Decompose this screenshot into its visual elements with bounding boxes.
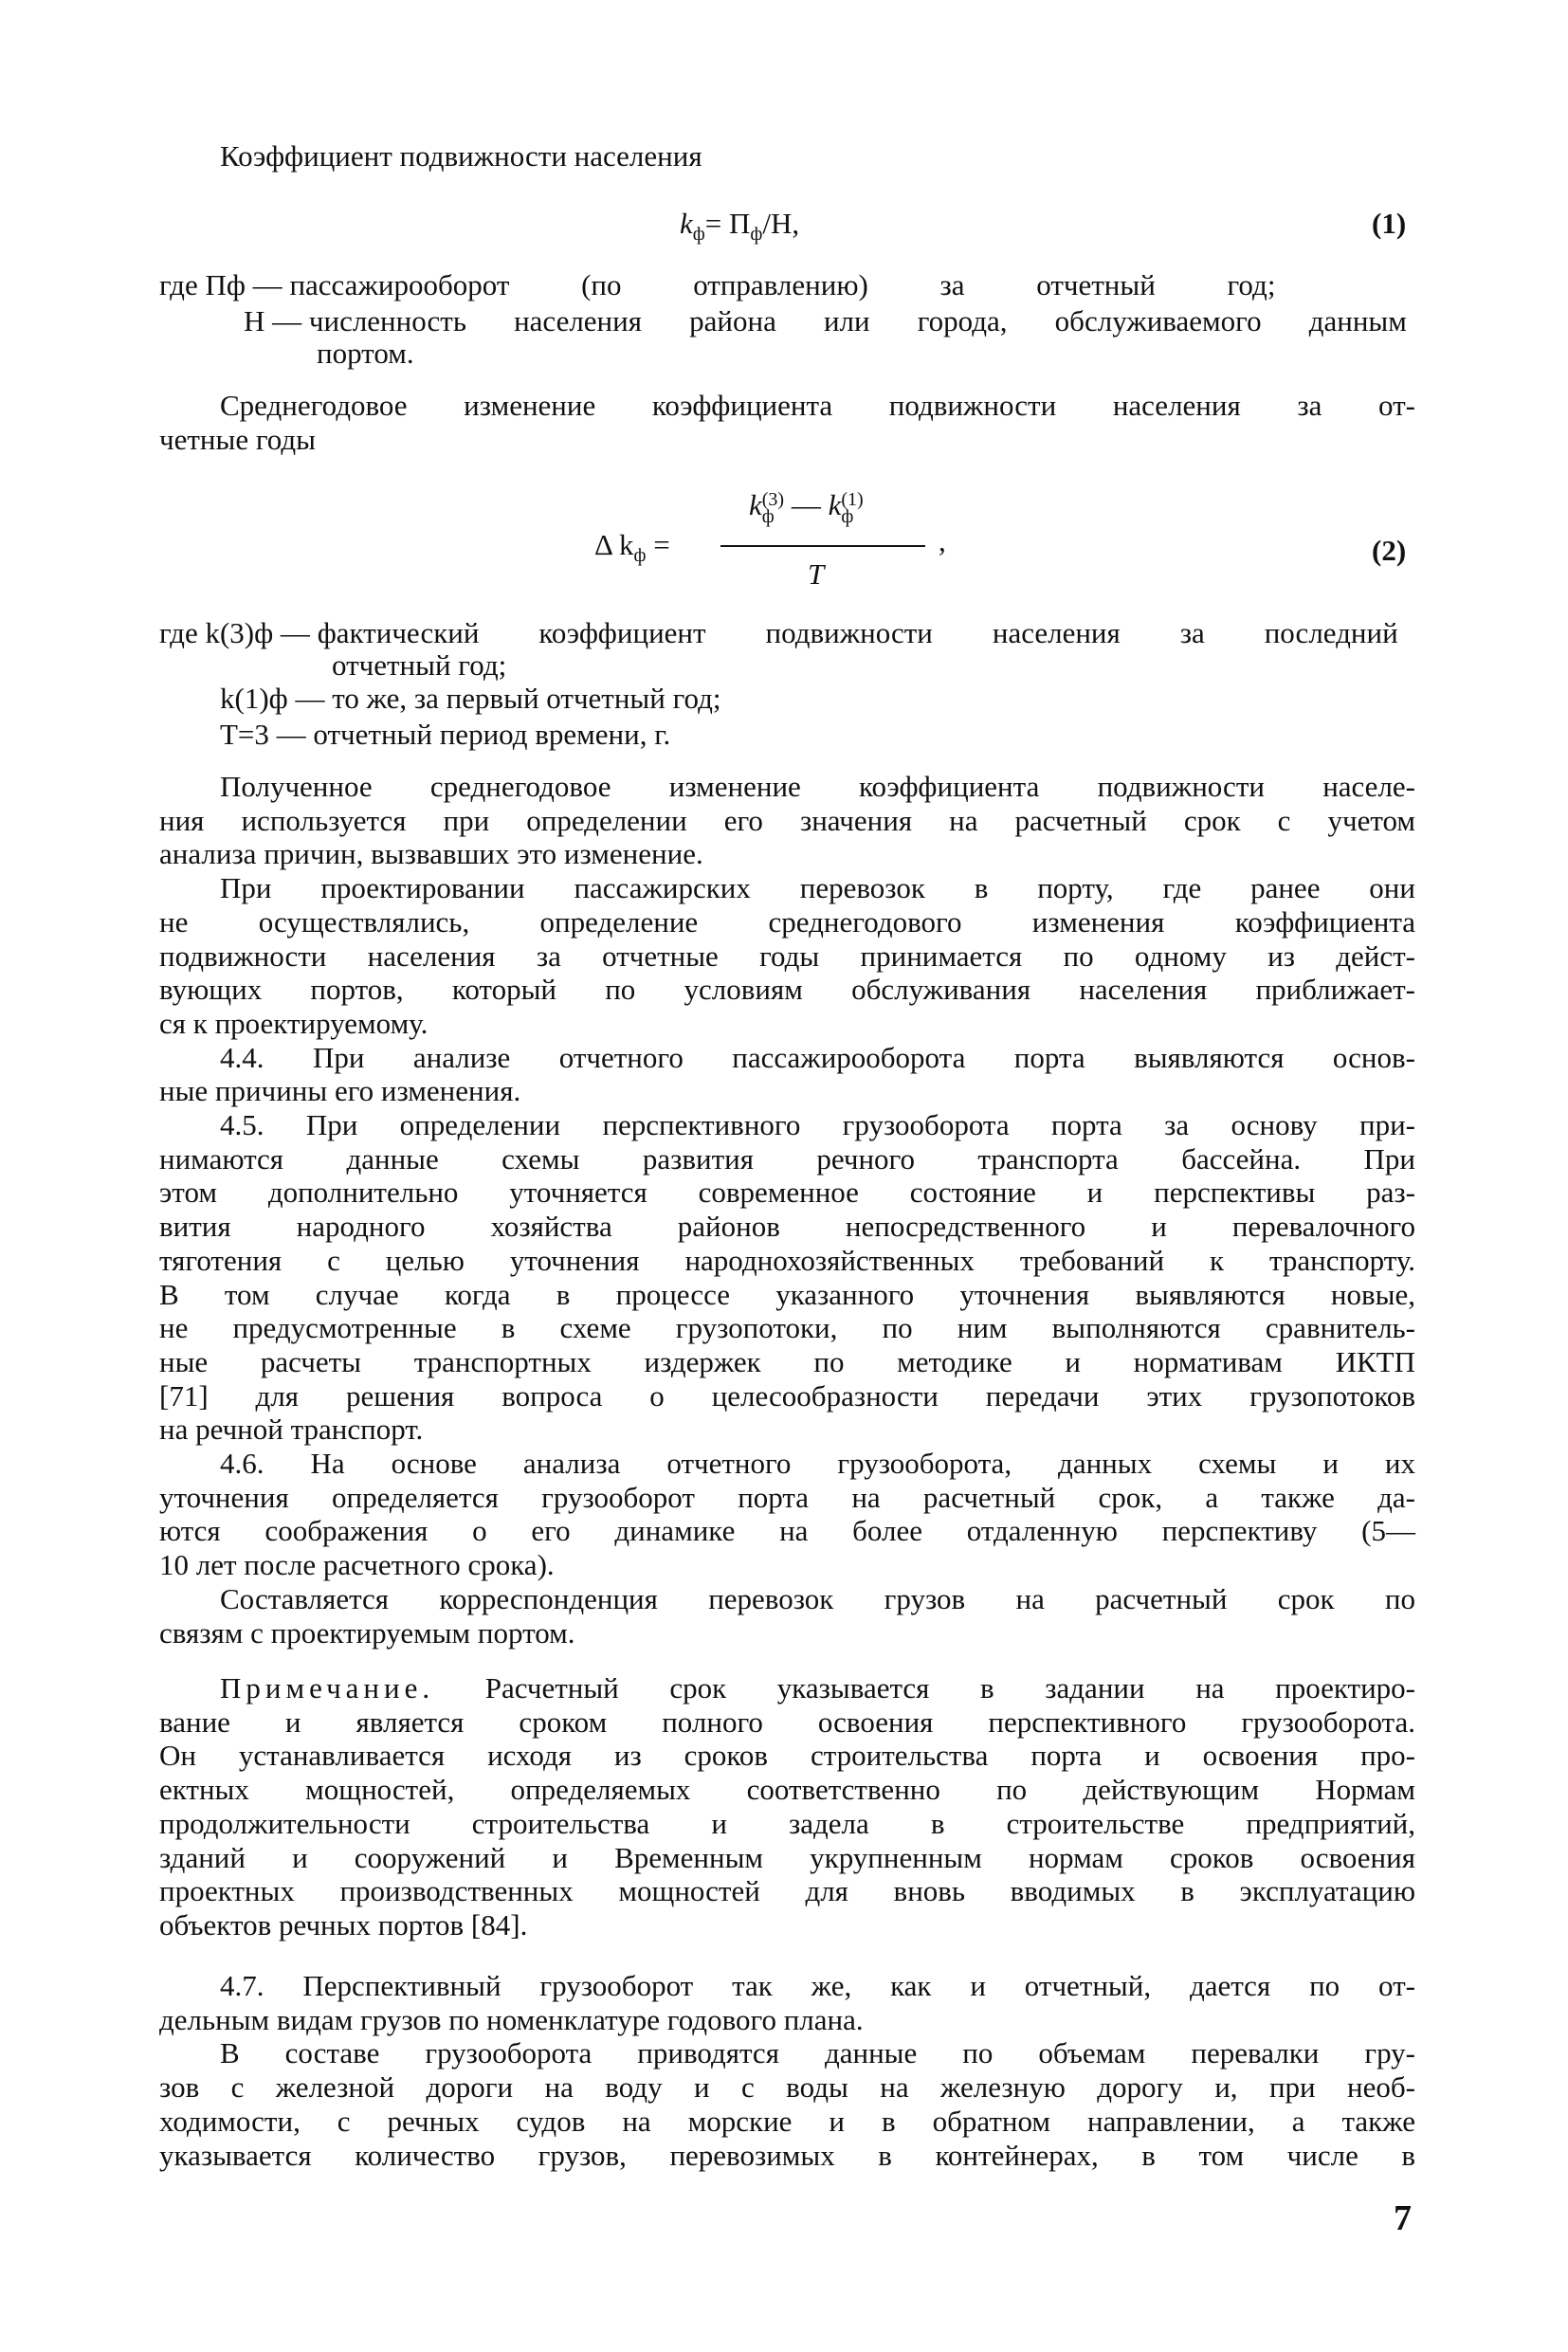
text-line: 4.4. При анализе отчетного пассажирооборота порта выявляются основ- [220,1040,1415,1074]
fraction-bar [720,545,925,547]
where2-line: отчетный год; [332,648,507,682]
text-line: тяготения с целью уточнения народнохозяйственных требований к транспорту. [159,1243,1415,1277]
text-line: четные годы [159,422,316,456]
formula-1-rhs-sub: ф [750,224,763,246]
formula-2-numerator [749,488,864,525]
text-line: вание и является сроком полного освоения перспективного грузооборота. [159,1705,1415,1739]
text-line: 10 лет после расчетного срока). [159,1548,555,1582]
text-line: При проектировании пассажирских перевозок в порту, где ранее они [220,871,1415,905]
text-line: Он устанавливается исходя из сроков строительства порта и освоения про- [159,1739,1415,1773]
where1-line: портом. [317,337,414,370]
note-text: Расчетный срок указывается в задании на проектиро- [434,1671,1415,1705]
text-line: подвижности населения за отчетные годы принимается по одному из дейст- [159,939,1415,973]
note-label: Примечание. [220,1671,435,1705]
formula-1-k: k [680,207,693,240]
text-line: 4.5. При определении перспективного грузооборота порта за основу при- [220,1108,1415,1142]
den-T: T [808,557,825,591]
text-line: на речной транспорт. [159,1413,424,1447]
text-line: указывается количество грузов, перевозимых в контейнерах, в том числе в [159,2138,1415,2172]
where-text: то же, за первый отчетный год; [332,682,721,715]
formula-1-eq: = П [704,207,751,240]
text-line: [71] для решения вопроса о целесообразности передачи этих грузопотоков [159,1378,1415,1413]
minus: — [791,488,821,521]
where-symbol: где k(3)ф — [159,616,310,649]
text-line: связям с проектируемым портом. [159,1615,575,1650]
text-line [159,1671,1415,1705]
text-line: Полученное среднегодовое изменение коэффициента подвижности населе- [220,770,1415,803]
text-line: В том случае когда в процессе указанного уточнения выявляются новые, [159,1277,1415,1311]
formula-2-eq: = [653,528,670,561]
formula-1-rhs: /Н, [762,207,800,240]
text-line: продолжительности строительства и задела в строительстве предприятий, [159,1806,1415,1840]
text-line: не предусмотренные в схеме грузопотоки, по ним выполняются сравнитель- [159,1311,1415,1345]
where2-line [159,616,1398,650]
formula-2-lhs-sub: ф [633,545,647,567]
where-text: пассажирооборот (по отправлению) за отчетный год; [289,268,1276,301]
formula-2-denominator [808,557,824,592]
sub-f: ф [761,505,775,527]
text-line: В составе грузооборота приводятся данные по объемам перевалки гру- [220,2036,1415,2070]
body-text [159,770,1415,1650]
formula-2-delta-k: Δ k [594,528,634,561]
text-line: Составляется корреспонденция перевозок грузов на расчетный срок по [220,1581,1415,1615]
equation-number-2: (2) [1372,534,1407,567]
text-line: Среднегодовое изменение коэффициента подвижности населения за от- [220,389,1415,422]
formula-2-comma: , [939,524,946,557]
where-text: фактический коэффициент подвижности населения за последний [317,616,1398,649]
where2-line [220,682,721,716]
note-block [159,1671,1415,1942]
text-line: ся к проектируемому. [159,1006,428,1040]
text-line: ные причины его изменения. [159,1074,521,1108]
where-text: численность населения района или города, обслуживаемого данным [308,304,1407,337]
text-line: ектных мощностей, определяемых соответственно по действующим Нормам [159,1773,1415,1807]
text-line: этом дополнительно уточняется современное состояние и перспективы раз- [159,1176,1415,1210]
text-line: ния используется при определении его значения на расчетный срок с учетом [159,803,1415,837]
text-line: вития народного хозяйства районов непосредственного и перевалочного [159,1210,1415,1244]
text-line: проектных производственных мощностей для вновь вводимых в эксплуатацию [159,1874,1415,1908]
text-line: объектов речных портов [84]. [159,1907,528,1942]
text-line: 4.6. На основе анализа отчетного грузооборота, данных схемы и их [220,1447,1415,1481]
text-line: дельным видам грузов по номенклатуре годового плана. [159,2002,864,2036]
formula-2-lhs [594,528,670,573]
where2-line [220,718,670,752]
where1-line [244,304,1407,338]
text-line: нимаются данные схемы развития речного транспорта бассейна. При [159,1141,1415,1176]
text-line: вующих портов, который по условиям обслуживания населения приближает- [159,973,1415,1007]
num-k1: k [828,488,842,521]
where-symbol: k(1)ф — [220,682,325,715]
where-symbol: T=3 — [220,718,306,751]
where-text: отчетный период времени, г. [313,718,671,751]
text-line: зданий и сооружений и Временным укрупненным нормам сроков освоения [159,1840,1415,1874]
formula-1 [680,207,799,251]
text-line: ются соображения о его динамике на более отдаленную перспективу (5— [159,1514,1415,1548]
text-line: уточнения определяется грузооборот порта на расчетный срок, а также да- [159,1480,1415,1514]
where1-line [159,268,1275,302]
where-symbol: Н — [244,304,302,337]
where-symbol: где Пф — [159,268,283,301]
text-line: 4.7. Перспективный грузооборот так же, как и отчетный, дается по от- [220,1969,1415,2002]
text-line: ные расчеты транспортных издержек по методике и нормативам ИКТП [159,1344,1415,1378]
num-k3: k [749,488,762,521]
sup-1: (1) [841,488,864,510]
equation-number-1: (1) [1372,207,1407,240]
text-line: анализа причин, вызвавших это изменение. [159,837,703,871]
paragraph-mean-change [159,389,1415,456]
tail-text [159,1969,1415,2172]
page-number: 7 [1394,2198,1412,2238]
text-line: не осуществлялись, определение среднегодового изменения коэффициента [159,904,1415,939]
sub-f: ф [841,505,854,527]
text-line: ходимости, с речных судов на морские и в обратном направлении, а также [159,2104,1415,2138]
text-line: зов с железной дороги на воду и с воды на железную дорогу и, при необ- [159,2070,1415,2105]
sup-3: (3) [761,488,785,510]
heading: Коэффициент подвижности населения [220,139,702,173]
formula-1-sub: ф [692,224,705,246]
